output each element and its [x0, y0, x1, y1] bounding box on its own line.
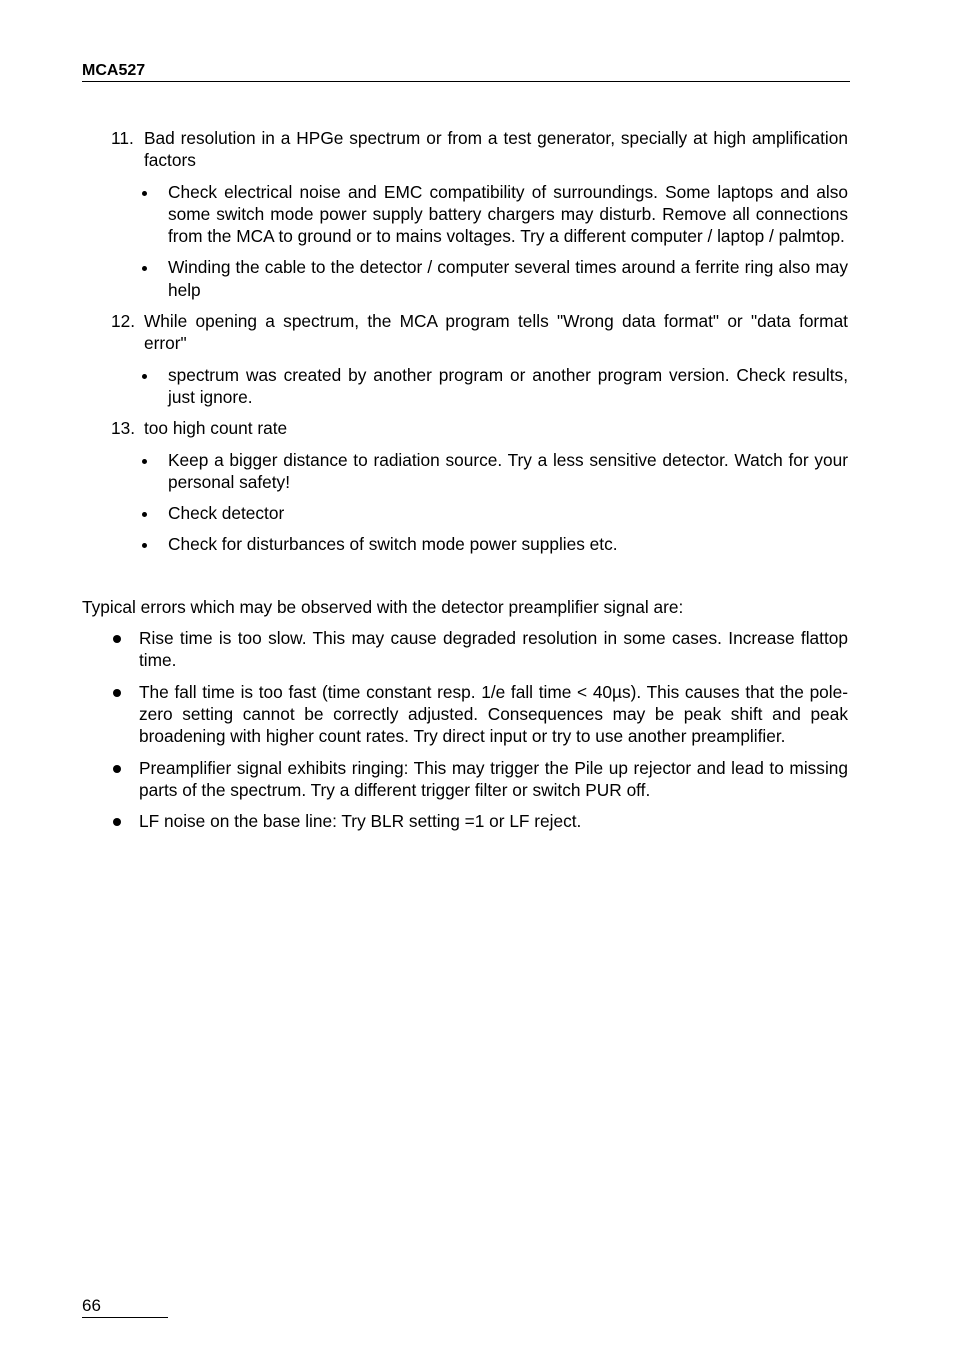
item-number: 12. — [111, 311, 136, 332]
numbered-item-13 — [82, 417, 848, 439]
numbered-item-12 — [82, 310, 848, 355]
bullet-icon — [113, 765, 121, 773]
list-item — [82, 681, 848, 748]
bullet-text: LF noise on the base line: Try BLR setting =1 or LF reject. — [139, 811, 582, 832]
typical-errors-intro: Typical errors which may be observed with the detector preamplifier signal are: — [82, 596, 684, 617]
sub-list-13 — [82, 449, 848, 556]
list-item — [82, 757, 848, 802]
bullet-icon — [142, 459, 147, 464]
bullet-text: Check electrical noise and EMC compatibility of surroundings. Some laptops and also some switch mode power supply battery chargers may disturb. Remove all connections from the MCA to ground or to mains voltages. Try a different computer / laptop / palmtop. — [168, 181, 848, 247]
bullet-icon — [142, 543, 147, 548]
page-content — [82, 127, 848, 841]
item-number: 11. — [111, 128, 134, 148]
list-item — [82, 627, 848, 672]
list-item — [82, 502, 848, 524]
bullet-text: Keep a bigger distance to radiation source. Try a less sensitive detector. Watch for your personal safety! — [168, 449, 848, 492]
list-item — [82, 364, 848, 409]
bullet-text: spectrum was created by another program or another program version. Check results, just ignore. — [168, 364, 848, 407]
bullet-icon — [113, 689, 121, 697]
item-text: too high count rate — [144, 418, 288, 439]
item-text: Bad resolution in a HPGe spectrum or from a test generator, specially at high amplification factors — [144, 128, 848, 171]
list-item — [82, 810, 848, 832]
item-number: 13. — [111, 418, 136, 439]
page-number: 66 — [82, 1296, 101, 1315]
bullet-icon — [142, 512, 147, 517]
bullet-text: The fall time is too fast (time constant resp. 1/e fall time < 40µs). This causes that the pole-zero setting cannot be correctly adjusted. Consequences may be peak shift and peak broadening with higher count rates. Try direct input or try to use another preamplifier. — [139, 681, 848, 747]
bullet-icon — [142, 374, 147, 379]
bullet-icon — [142, 191, 147, 196]
sub-list-12 — [82, 364, 848, 409]
bullet-text: Check detector — [168, 503, 285, 524]
list-item — [82, 181, 848, 248]
bullet-icon — [142, 266, 147, 271]
bullet-text: Preamplifier signal exhibits ringing: This may trigger the Pile up rejector and lead to missing parts of the spectrum. Try a different trigger filter or switch PUR off. — [139, 757, 848, 800]
bullet-text: Check for disturbances of switch mode power supplies etc. — [168, 534, 618, 555]
page-footer — [82, 1296, 168, 1318]
numbered-item-11 — [82, 127, 848, 172]
list-item — [82, 533, 848, 555]
bullet-icon — [113, 818, 121, 826]
header-title: MCA527 — [82, 62, 146, 79]
bullet-text: Rise time is too slow. This may cause degraded resolution in some cases. Increase flattop time. — [139, 628, 848, 671]
bullet-text: Winding the cable to the detector / computer several times around a ferrite ring also may help — [168, 257, 848, 300]
list-item — [82, 449, 848, 494]
sub-list-11 — [82, 181, 848, 301]
page-header — [82, 61, 850, 82]
item-text: While opening a spectrum, the MCA program tells "Wrong data format" or "data format error" — [144, 311, 848, 354]
list-item — [82, 256, 848, 301]
bullet-icon — [113, 635, 121, 643]
